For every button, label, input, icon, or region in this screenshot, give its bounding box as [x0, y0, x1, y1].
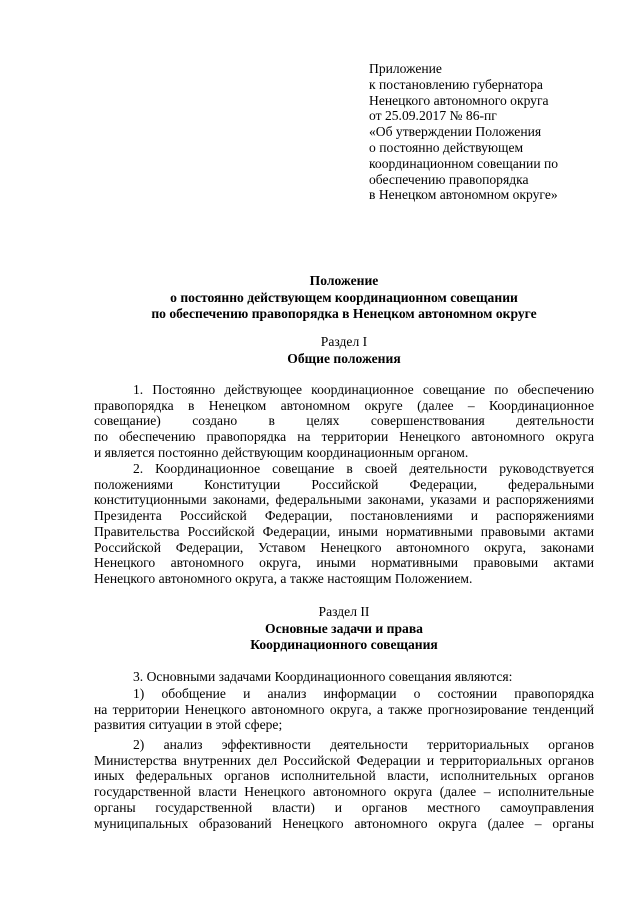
- title-line: о постоянно действующем координационном совещании: [170, 289, 518, 305]
- paragraph-line: 2) анализ эффективности деятельности территориальных органов: [133, 737, 594, 752]
- paragraph-line: муниципальных образований Ненецкого автономного округа (далее – органы: [94, 815, 594, 831]
- section-2-heading: [94, 604, 594, 654]
- paragraph-line: иных федеральных органов исполнительной власти, исполнительных органов: [94, 768, 594, 784]
- paragraph-line: Президента Российской Федерации, постановлениями и распоряжениями: [94, 508, 594, 524]
- document-title: [94, 273, 594, 323]
- appendix-block: [369, 61, 619, 203]
- paragraph-3-1: [94, 686, 594, 733]
- title-line: по обеспечению правопорядка в Ненецком автономном округе: [151, 306, 537, 321]
- paragraph-line: Министерства внутренних дел Российской Федерации и территориальных органов: [94, 752, 594, 768]
- paragraph-line: конституционными законами, федеральными законами, указами и распоряжениями: [94, 492, 594, 508]
- appendix-line: координационном совещании по: [369, 155, 559, 171]
- paragraph-line: 2. Координационное совещание в своей деятельности руководствуется: [133, 461, 594, 476]
- section-number: Раздел I: [320, 334, 368, 349]
- paragraph-line: 1. Постоянно действующее координационное совещание по обеспечению: [133, 382, 594, 397]
- appendix-line: в Ненецком автономном округе»: [369, 187, 558, 203]
- appendix-line: к постановлению губернатора: [369, 76, 543, 92]
- paragraph-line: по обеспечению правопорядка на территории Ненецкого автономного округа: [94, 429, 594, 445]
- section-1-heading: [94, 334, 594, 367]
- paragraph-line: Ненецкого автономного округа, а также настоящим Положением.: [94, 570, 473, 586]
- section-name: Общие положения: [287, 350, 401, 366]
- paragraph-line: и является постоянно действующим координационным органом.: [94, 444, 469, 460]
- appendix-line: Приложение: [369, 61, 442, 76]
- section-name: Основные задачи и права: [265, 620, 423, 636]
- paragraph-line: развития ситуации в этой сфере;: [94, 717, 283, 733]
- paragraph-line: Правительства Российской Федерации, иными нормативными правовыми актами: [94, 523, 594, 539]
- title-line: Положение: [309, 273, 379, 288]
- section-name: Координационного совещания: [250, 637, 438, 652]
- paragraph-line: Ненецкого автономного округа, иными нормативными правовыми актами: [94, 555, 594, 571]
- appendix-line: от 25.09.2017 № 86-пг: [369, 108, 497, 124]
- appendix-line: обеспечению правопорядка: [369, 171, 529, 187]
- paragraph-line: совещание) создано в целях совершенствования деятельности: [94, 413, 594, 429]
- paragraph-line: 1) обобщение и анализ информации о состоянии правопорядка: [133, 686, 594, 701]
- appendix-line: «Об утверждении Положения: [369, 124, 542, 140]
- paragraph-line: Российской Федерации, Уставом Ненецкого автономного округа, законами: [94, 539, 594, 555]
- paragraph-line: правопорядка в Ненецком автономном округе (далее – Координационное: [94, 397, 594, 413]
- paragraph-3: [94, 669, 594, 685]
- paragraph-3-2: [94, 737, 594, 831]
- paragraph-line: 3. Основными задачами Координационного совещания являются:: [133, 669, 513, 684]
- paragraph-line: органы государственной власти) и органов местного самоуправления: [94, 799, 594, 815]
- paragraph-line: на территории Ненецкого автономного округа, а также прогнозирование тенденций: [94, 701, 594, 717]
- section-number: Раздел II: [318, 604, 370, 619]
- appendix-line: о постоянно действующем: [369, 139, 524, 155]
- paragraph-line: государственной власти Ненецкого автономного округа (далее – исполнительные: [94, 784, 594, 800]
- appendix-line: Ненецкого автономного округа: [369, 92, 549, 108]
- paragraph-line: положениями Конституции Российской Федерации, федеральными: [94, 476, 594, 492]
- paragraph-1: [94, 382, 594, 461]
- paragraph-2: [94, 461, 594, 587]
